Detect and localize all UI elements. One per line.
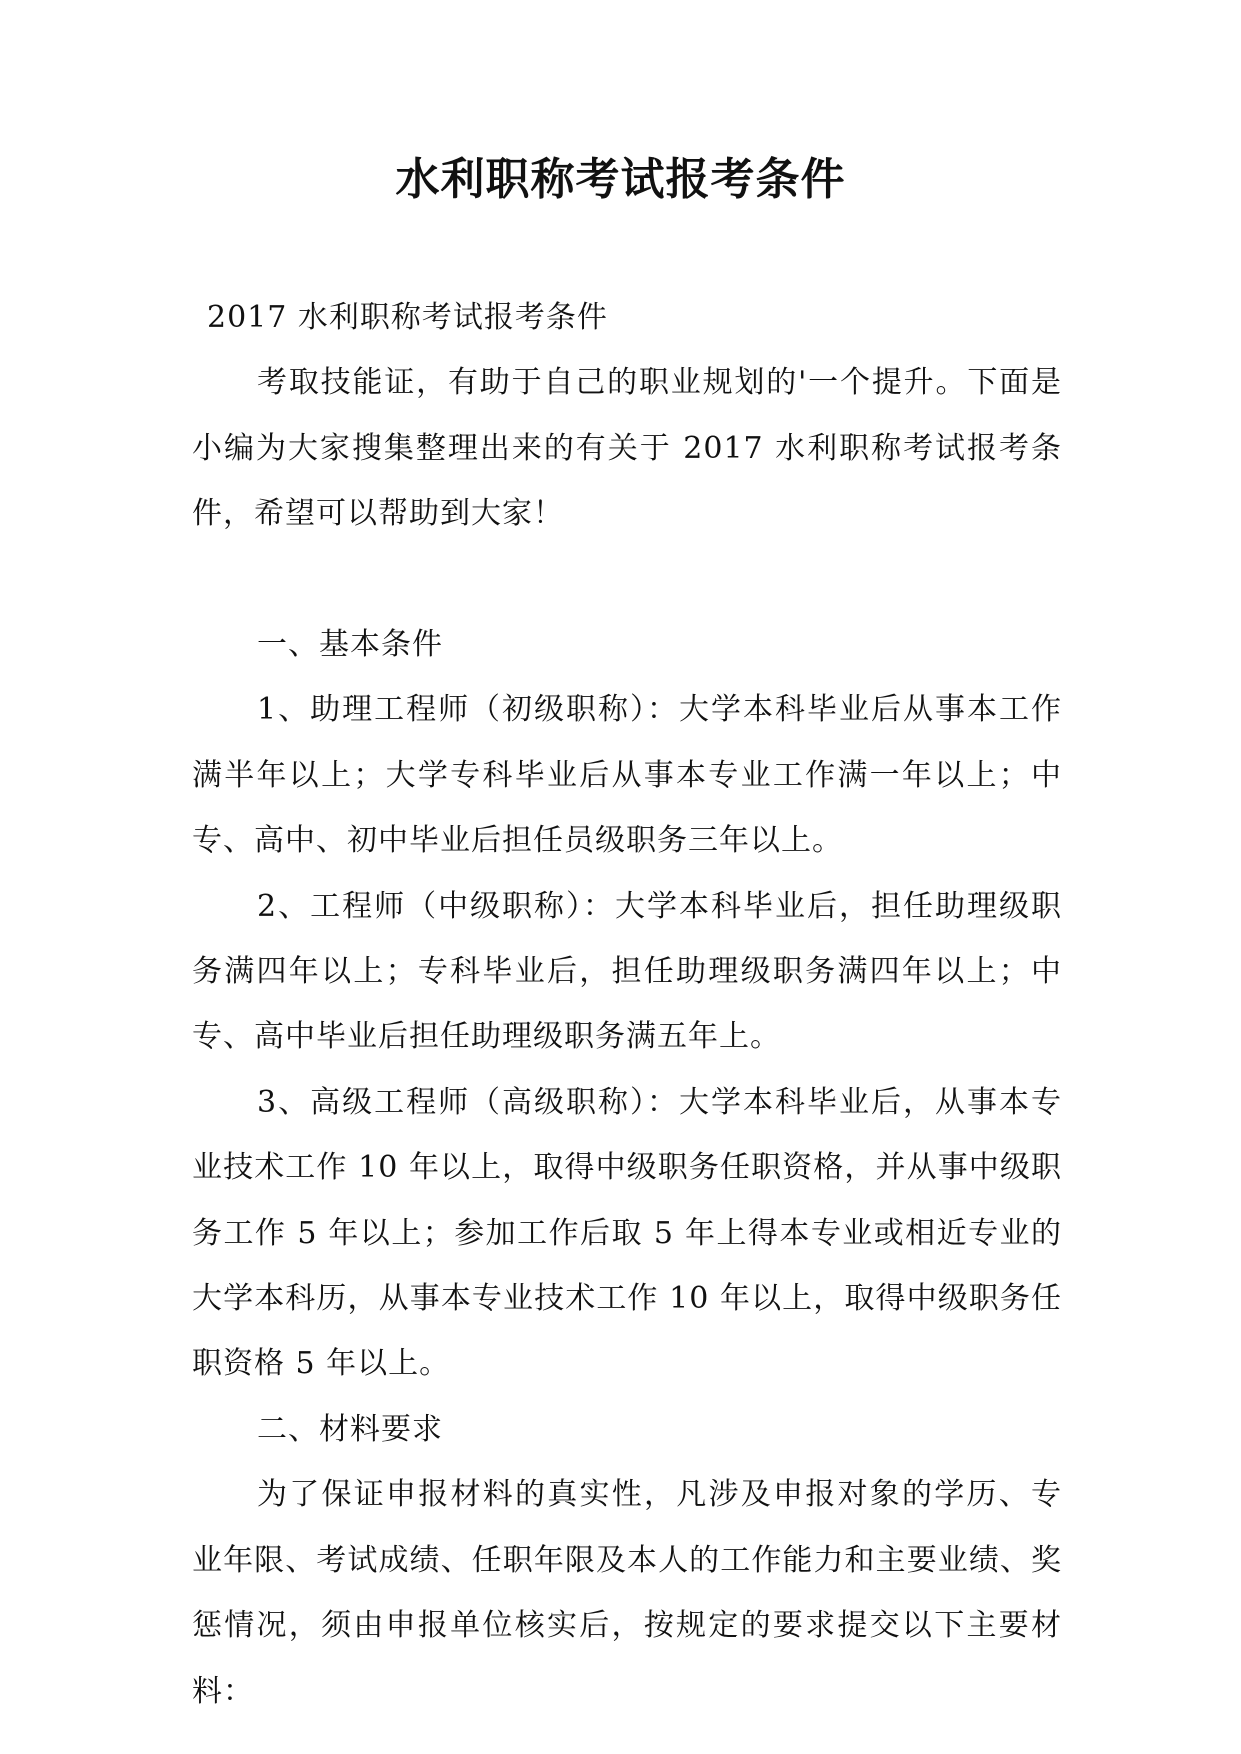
document-body	[192, 285, 1062, 1724]
paragraph-spacer	[192, 547, 1062, 612]
document-title: 水利职称考试报考条件	[395, 154, 846, 205]
section-heading-material-requirements: 二、材料要求	[257, 1411, 443, 1447]
item-senior-engineer: 3、高级工程师（高级职称）：大学本科毕业后，从事本专业技术工作 10 年以上，取得中级职务任职资格，并从事中级职务工作 5 年以上；参加工作后取 5 年上得本专业或相近专业的大学本科历，从事本专业技术工作 10 年以上，取得中级职务任职资格 5 年以上。	[192, 1084, 1062, 1382]
intro-paragraph: 考取技能证，有助于自己的职业规划的'一个提升。下面是小编为大家搜集整理出来的有关于 2017 水利职称考试报考条件，希望可以帮助到大家！	[192, 365, 1062, 532]
item-assistant-engineer: 1、助理工程师（初级职称）：大学本科毕业后从事本工作满半年以上；大学专科毕业后从事本专业工作满一年以上；中专、高中、初中毕业后担任员级职务三年以上。	[192, 692, 1062, 859]
document-subtitle: 2017 水利职称考试报考条件	[207, 300, 608, 335]
material-requirements-paragraph: 为了保证申报材料的真实性，凡涉及申报对象的学历、专业年限、考试成绩、任职年限及本人的工作能力和主要业绩、奖惩情况，须由申报单位核实后，按规定的要求提交以下主要材料：	[192, 1477, 1062, 1709]
section-heading-basic-conditions: 一、基本条件	[257, 627, 443, 663]
item-engineer: 2、工程师（中级职称）：大学本科毕业后，担任助理级职务满四年以上；专科毕业后，担任助理级职务满四年以上；中专、高中毕业后担任助理级职务满五年上。	[192, 888, 1062, 1055]
